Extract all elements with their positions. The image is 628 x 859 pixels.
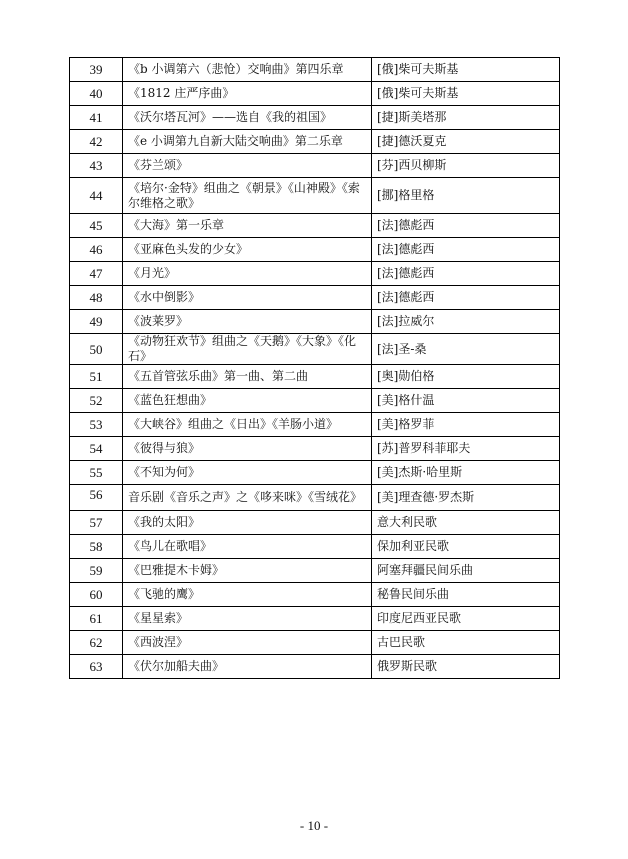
piece-title: 《巴雅提木卡姆》 bbox=[123, 559, 372, 583]
piece-title: 《亚麻色头发的少女》 bbox=[123, 238, 372, 262]
piece-title: 《芬兰颂》 bbox=[123, 154, 372, 178]
piece-title: 《b 小调第六（悲怆）交响曲》第四乐章 bbox=[123, 58, 372, 82]
composer-origin: [苏]普罗科菲耶夫 bbox=[372, 437, 560, 461]
table-row bbox=[70, 437, 560, 461]
piece-title: 《西波涅》 bbox=[123, 631, 372, 655]
composer-origin: [挪]格里格 bbox=[372, 178, 560, 214]
table-row bbox=[70, 106, 560, 130]
row-number: 50 bbox=[70, 334, 123, 365]
table-row bbox=[70, 511, 560, 535]
table-row bbox=[70, 535, 560, 559]
piece-title: 《沃尔塔瓦河》——选自《我的祖国》 bbox=[123, 106, 372, 130]
piece-title: 《动物狂欢节》组曲之《天鹅》《大象》《化石》 bbox=[123, 334, 372, 365]
composer-origin: 古巴民歌 bbox=[372, 631, 560, 655]
row-number: 59 bbox=[70, 559, 123, 583]
piece-title: 《蓝色狂想曲》 bbox=[123, 389, 372, 413]
row-number: 42 bbox=[70, 130, 123, 154]
piece-title: 《五首管弦乐曲》第一曲、第二曲 bbox=[123, 365, 372, 389]
table-row bbox=[70, 178, 560, 214]
table-row bbox=[70, 559, 560, 583]
piece-title: 音乐剧《音乐之声》之《哆来咪》《雪绒花》 bbox=[123, 485, 372, 511]
row-number: 63 bbox=[70, 655, 123, 679]
composer-origin: 意大利民歌 bbox=[372, 511, 560, 535]
composer-origin: 阿塞拜疆民间乐曲 bbox=[372, 559, 560, 583]
piece-title: 《e 小调第九自新大陆交响曲》第二乐章 bbox=[123, 130, 372, 154]
row-number: 47 bbox=[70, 262, 123, 286]
composer-origin: [美]杰斯·哈里斯 bbox=[372, 461, 560, 485]
table-row bbox=[70, 389, 560, 413]
row-number: 57 bbox=[70, 511, 123, 535]
table-row bbox=[70, 238, 560, 262]
table-row bbox=[70, 365, 560, 389]
composer-origin: [美]格罗菲 bbox=[372, 413, 560, 437]
composer-origin: 保加利亚民歌 bbox=[372, 535, 560, 559]
page-number: - 10 - bbox=[299, 818, 329, 833]
table-row bbox=[70, 461, 560, 485]
piece-title: 《星星索》 bbox=[123, 607, 372, 631]
row-number: 45 bbox=[70, 214, 123, 238]
table-row bbox=[70, 655, 560, 679]
piece-title: 《大海》第一乐章 bbox=[123, 214, 372, 238]
composer-origin: 印度尼西亚民歌 bbox=[372, 607, 560, 631]
row-number: 60 bbox=[70, 583, 123, 607]
piece-title: 《1812 庄严序曲》 bbox=[123, 82, 372, 106]
piece-title: 《水中倒影》 bbox=[123, 286, 372, 310]
table-row bbox=[70, 334, 560, 365]
piece-title: 《月光》 bbox=[123, 262, 372, 286]
piece-title: 《大峡谷》组曲之《日出》《羊肠小道》 bbox=[123, 413, 372, 437]
piece-title: 《伏尔加船夫曲》 bbox=[123, 655, 372, 679]
row-number: 54 bbox=[70, 437, 123, 461]
composer-origin: [芬]西贝柳斯 bbox=[372, 154, 560, 178]
table-row bbox=[70, 154, 560, 178]
composer-origin: [奥]勋伯格 bbox=[372, 365, 560, 389]
piece-title: 《彼得与狼》 bbox=[123, 437, 372, 461]
table-row bbox=[70, 58, 560, 82]
composer-origin: [法]圣-桑 bbox=[372, 334, 560, 365]
piece-title: 《我的太阳》 bbox=[123, 511, 372, 535]
composer-origin: [法]德彪西 bbox=[372, 238, 560, 262]
table-row bbox=[70, 485, 560, 511]
table-row bbox=[70, 262, 560, 286]
composer-origin: [法]拉威尔 bbox=[372, 310, 560, 334]
table-row bbox=[70, 214, 560, 238]
piece-title: 《不知为何》 bbox=[123, 461, 372, 485]
piece-title: 《培尔·金特》组曲之《朝景》《山神殿》《索尔维格之歌》 bbox=[123, 178, 372, 214]
composer-origin: 俄罗斯民歌 bbox=[372, 655, 560, 679]
row-number: 46 bbox=[70, 238, 123, 262]
composer-origin: [美]理查德·罗杰斯 bbox=[372, 485, 560, 511]
composer-origin: [法]德彪西 bbox=[372, 214, 560, 238]
row-number: 43 bbox=[70, 154, 123, 178]
row-number: 61 bbox=[70, 607, 123, 631]
row-number: 48 bbox=[70, 286, 123, 310]
table-row bbox=[70, 583, 560, 607]
row-number: 55 bbox=[70, 461, 123, 485]
composer-origin: [捷]斯美塔那 bbox=[372, 106, 560, 130]
composer-origin: [法]德彪西 bbox=[372, 286, 560, 310]
table-row bbox=[70, 413, 560, 437]
row-number: 53 bbox=[70, 413, 123, 437]
row-number: 49 bbox=[70, 310, 123, 334]
piece-title: 《飞驰的鹰》 bbox=[123, 583, 372, 607]
composer-origin: 秘鲁民间乐曲 bbox=[372, 583, 560, 607]
row-number: 39 bbox=[70, 58, 123, 82]
piece-title: 《鸟儿在歌唱》 bbox=[123, 535, 372, 559]
row-number: 58 bbox=[70, 535, 123, 559]
row-number: 56 bbox=[70, 485, 123, 511]
composer-origin: [法]德彪西 bbox=[372, 262, 560, 286]
piece-title: 《波莱罗》 bbox=[123, 310, 372, 334]
table-row bbox=[70, 310, 560, 334]
row-number: 44 bbox=[70, 178, 123, 214]
composer-origin: [捷]德沃夏克 bbox=[372, 130, 560, 154]
table-row bbox=[70, 286, 560, 310]
row-number: 51 bbox=[70, 365, 123, 389]
table-body bbox=[70, 58, 560, 679]
row-number: 40 bbox=[70, 82, 123, 106]
music-list-table bbox=[69, 57, 560, 679]
row-number: 41 bbox=[70, 106, 123, 130]
row-number: 52 bbox=[70, 389, 123, 413]
table-row bbox=[70, 82, 560, 106]
table-row bbox=[70, 607, 560, 631]
composer-origin: [俄]柴可夫斯基 bbox=[372, 82, 560, 106]
table-row bbox=[70, 631, 560, 655]
composer-origin: [美]格什温 bbox=[372, 389, 560, 413]
table-row bbox=[70, 130, 560, 154]
row-number: 62 bbox=[70, 631, 123, 655]
composer-origin: [俄]柴可夫斯基 bbox=[372, 58, 560, 82]
